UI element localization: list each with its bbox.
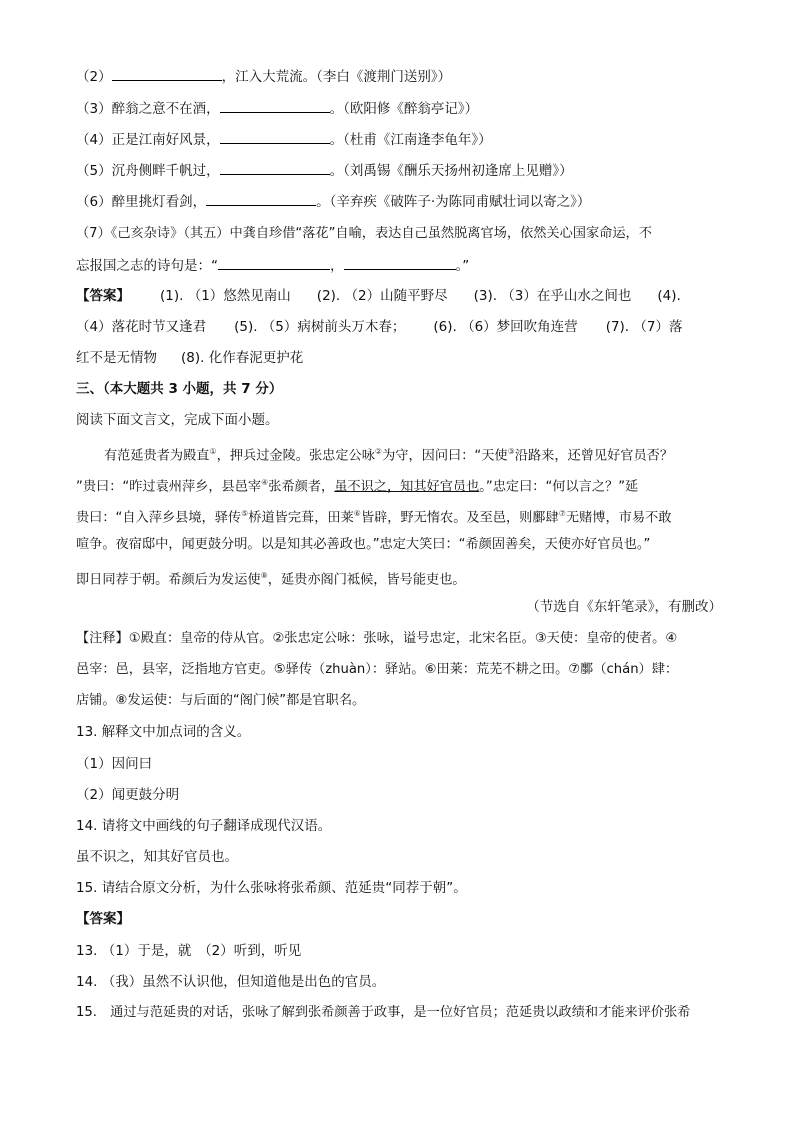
question-5-source: 。（刘禹锡《酬乐天扬州初逢席上见赠》）	[329, 163, 573, 179]
question-6-text: （6）醉里挑灯看剑，	[76, 194, 207, 210]
answer-item: 红不是无情物	[76, 350, 157, 366]
notes-line2: 邑宰：邑，县宰，泛指地方官吏。⑤驿传（zhuàn）：驿站。⑥田莱：荒芜不耕之田。⑦鄽（chán）肆：	[76, 662, 679, 677]
notes-line3: 店铺。⑧发运使：与后面的“阁门候”都是官职名。	[76, 693, 366, 708]
question-6-source: 。（辛弃疾《破阵子·为陈同甫赋壮词以寄之》）	[316, 194, 591, 210]
footnote-marker: ⑥	[353, 509, 361, 518]
answer-blank	[220, 160, 330, 175]
passage-text: ”贵曰：“昨过袁州萍乡，县邑宰	[76, 479, 262, 495]
question-2	[76, 66, 722, 88]
answer-item: （4）落花时节又逢君	[76, 319, 207, 335]
passage-line5	[76, 566, 722, 588]
question-13-1: （1）因问曰	[76, 756, 153, 772]
answer-13: 13. （1）于是，就 （2）听到，听见	[76, 943, 302, 959]
passage-text: 贵曰：“自入萍乡县境，驿传	[76, 510, 242, 526]
footnote-marker: ⑧	[260, 571, 268, 580]
footnote-marker: ③	[507, 447, 515, 456]
question-3-text: （3）醉翁之意不在酒，	[76, 101, 220, 117]
question-2-text: ，江入大荒流。（李白《渡荆门送别》）	[221, 69, 452, 85]
passage-text: ，押兵过金陵。张忠定公咏	[216, 448, 375, 464]
question-14-sentence: 虽不识之，知其好官员也。	[76, 849, 238, 865]
passage-line2	[76, 473, 722, 495]
passage-text: 为守，因问曰：“天使	[382, 448, 508, 464]
answer-blank	[344, 255, 456, 270]
passage-text: 皆辟，野无惰农。及至邑，则鄽肆	[360, 510, 559, 526]
question-6	[76, 191, 722, 213]
notes-line1: 【注释】①殿直：皇帝的侍从官。②张忠定公咏：张咏，谥号忠定，北宋名臣。③天使：皇帝的使者。④	[76, 631, 678, 646]
passage-text: 无赌博，市易不敢	[565, 510, 672, 526]
question-2-number: （2）	[76, 69, 112, 85]
question-5	[76, 160, 722, 182]
section-heading: 三、（本大题共 3 小题，共 7 分）	[76, 381, 283, 397]
answer-blank	[218, 255, 330, 270]
answer-blank	[206, 191, 316, 206]
passage-text: 有范延贵者为殿直	[104, 448, 210, 464]
answer-item: (8). 化作春泥更护花	[181, 350, 304, 366]
question-15: 15. 请结合原文分析，为什么张咏将张希颜、范延贵“同荐于朝”。	[76, 880, 467, 896]
answer-item: (3). （3）在乎山水之间也	[473, 288, 632, 304]
question-14: 14. 请将文中画线的句子翻译成现代汉语。	[76, 818, 332, 834]
answer-item: (2). （2）山随平野尽	[316, 288, 448, 304]
footnote-marker: ⑤	[241, 509, 249, 518]
answer-1-line3	[76, 348, 722, 370]
passage-line1	[76, 442, 750, 464]
answer-item: (7). （7）落	[605, 319, 683, 335]
answer-2-label: 【答案】	[76, 911, 130, 927]
passage-line3	[76, 504, 722, 526]
question-7-line1: （7）《己亥杂诗》（其五）中龚自珍借“落花”自喻，表达自己虽然脱离官场，依然关心国家命运，不	[76, 226, 652, 241]
passage-line4: 喧争。夜宿邸中，闻更鼓分明。以是知其必善政也。”忠定大笑曰：“希颜固善矣，天使亦好官员也。”	[76, 537, 651, 552]
question-13-2: （2）闻更鼓分明	[76, 787, 180, 803]
question-3	[76, 98, 722, 120]
footnote-marker: ②	[374, 447, 383, 456]
question-7-end: 。”	[455, 258, 470, 274]
question-13: 13. 解释文中加点词的含义。	[76, 724, 251, 740]
answer-1-line2	[76, 317, 722, 339]
question-4-text: （4）正是江南好风景，	[76, 132, 220, 148]
answer-15: 15. 通过与范延贵的对话，张咏了解到张希颜善于政事，是一位好官员；范延贵以政绩和才能来评价张希	[76, 1005, 691, 1020]
passage-text: 沿路来，还曾见好官员否？	[514, 448, 674, 464]
answer-blank	[112, 66, 222, 81]
question-5-text: （5）沉舟侧畔千帆过，	[76, 163, 220, 179]
answer-item: (1). （1）悠然见南山	[160, 288, 291, 304]
answer-14: 14. （我）虽然不认识他，但知道他是出色的官员。	[76, 974, 386, 990]
passage-text: ，延贵亦阁门祗候，皆号能吏也。	[267, 572, 466, 588]
question-7-text: 忘报国之志的诗句是：“	[76, 258, 218, 274]
question-4-source: 。（杜甫《江南逢李龟年》）	[329, 132, 492, 148]
passage-text: 。”忠定曰：“何以言之？”延	[479, 479, 639, 495]
answer-item: (6). （6）梦回吹角连营	[433, 319, 578, 335]
answer-item: (5). （5）病树前头万木春；	[234, 319, 406, 335]
footnote-marker: ①	[209, 447, 217, 456]
answer-blank	[220, 129, 330, 144]
section-intro: 阅读下面文言文，完成下面小题。	[76, 412, 279, 428]
question-4	[76, 129, 722, 151]
answer-item: (4).	[657, 288, 681, 304]
answer-1-line1	[76, 286, 722, 308]
footnote-marker: ⑦	[558, 509, 566, 518]
passage-text: 张希颜者，	[268, 479, 335, 495]
answer-label: 【答案】	[76, 288, 130, 304]
passage-source: （节选自《东轩笔录》，有删改）	[526, 599, 722, 615]
footnote-marker: ④	[261, 478, 269, 487]
question-7-comma: ，	[330, 258, 344, 274]
passage-text: 即日同荐于朝。希颜后为发运使	[76, 572, 261, 588]
question-7-line2	[76, 255, 722, 277]
question-3-source: 。（欧阳修《醉翁亭记》）	[329, 101, 479, 117]
underlined-sentence: 虽不识之，知其好官员也	[334, 479, 480, 495]
passage-text: 桥道皆完葺，田莱	[248, 510, 354, 526]
answer-blank	[220, 98, 330, 113]
